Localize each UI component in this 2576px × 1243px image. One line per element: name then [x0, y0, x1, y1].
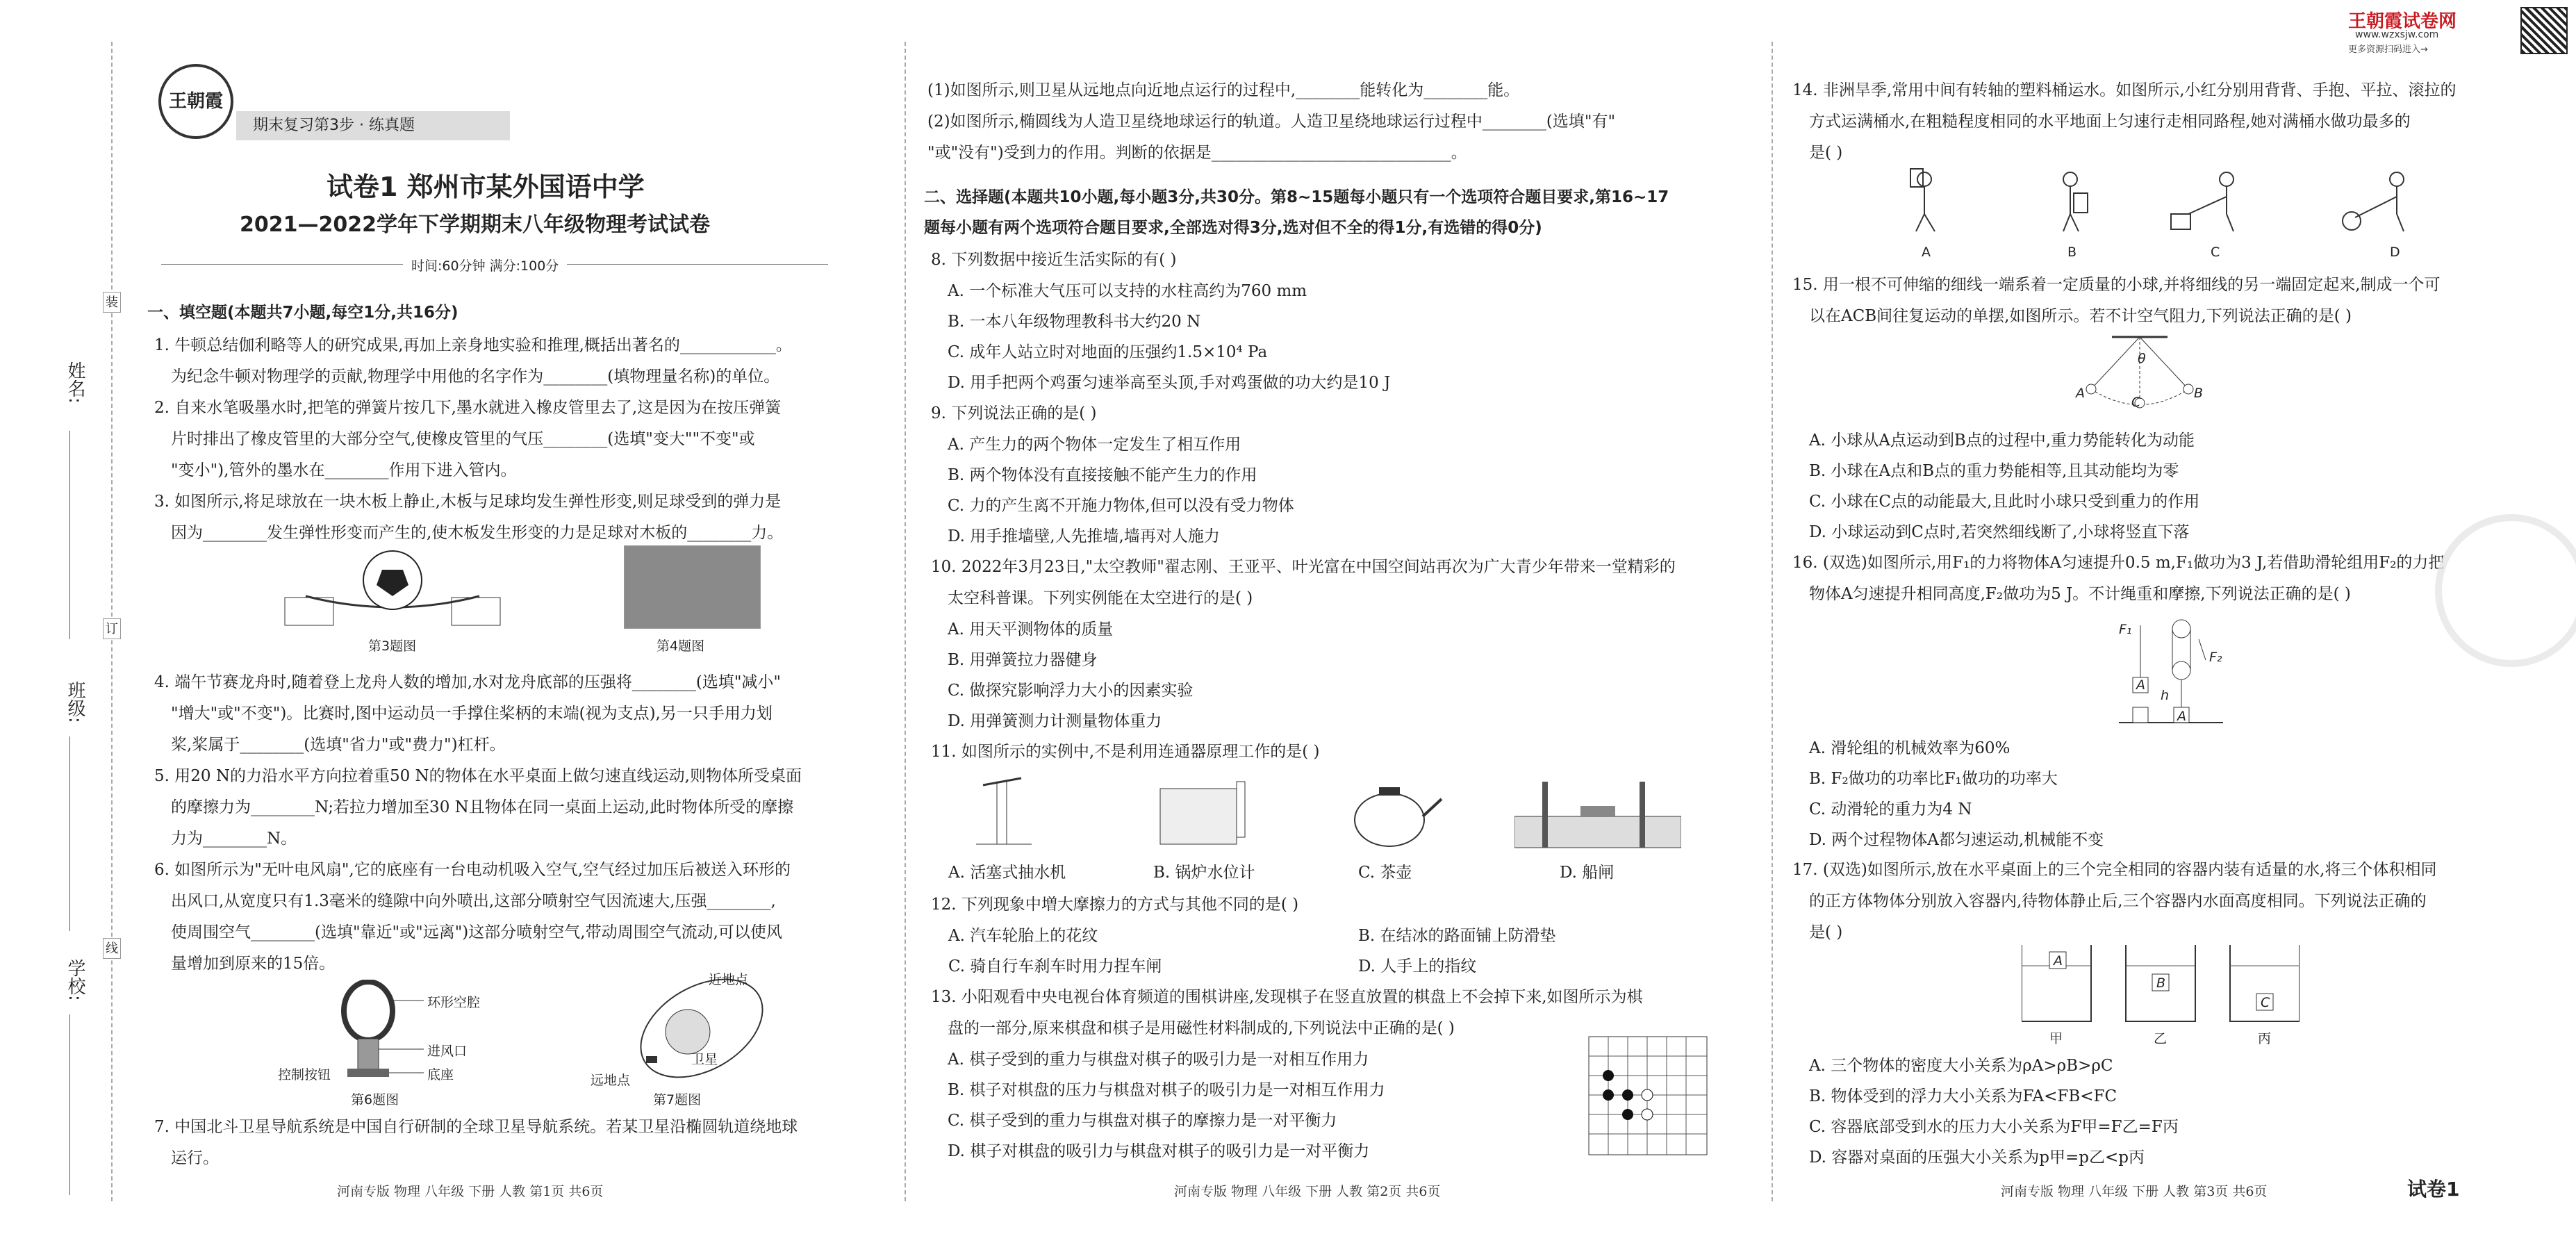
- page-divider-1: [905, 42, 906, 1201]
- q15-label-c: C: [2131, 395, 2141, 410]
- watermark-seal: [2435, 514, 2576, 667]
- school-label: 学校:: [65, 959, 85, 1001]
- q12-option-d: D. 人手上的指纹: [1358, 957, 1477, 976]
- text-line: 量增加到原来的15倍。: [171, 955, 336, 973]
- q15-label-theta: θ: [2138, 351, 2146, 366]
- fig4-dragon-boat-photo: [624, 545, 761, 629]
- q11-boiler-gauge-figure: [1153, 775, 1257, 851]
- q14-figures: [1897, 165, 2438, 242]
- col2-questions-c: [931, 982, 1643, 1167]
- option: D. 用手把两个鸡蛋匀速举高至头顶,手对鸡蛋做的功大约是10 J: [948, 374, 1391, 392]
- q16-label-h: h: [2161, 688, 2170, 703]
- name-label: 姓名:: [65, 361, 85, 404]
- paper-tag: 试卷1: [2407, 1178, 2460, 1201]
- text-line: 使周围空气________(选填"靠近"或"远离")这部分喷射空气,带动周围空气流动,可以使风: [171, 923, 782, 941]
- text-line: 1. 牛顿总结伽利略等人的研究成果,再加上亲身地实验和推理,概括出著名的____________。: [154, 336, 792, 354]
- text-line: "增大"或"不变")。比赛时,图中运动员一手撑住桨柄的末端(视为支点),另一只手用力划: [171, 705, 773, 723]
- text-line: 桨,桨属于________(选填"省力"或"费力")杠杆。: [171, 736, 506, 754]
- col3-q16-options: [1809, 733, 2104, 855]
- text-line: 5. 用20 N的力沿水平方向拉着重50 N的物体在水平桌面上做匀速直线运动,则物体所受桌面: [154, 767, 802, 785]
- text-line: 2. 自来水笔吸墨水时,把笔的弹簧片按几下,墨水就进入橡皮管里去了,这是因为在按压弹簧: [154, 399, 782, 417]
- q16-label-a1: A: [2136, 677, 2145, 693]
- text-line: (2)如图所示,椭圆线为人造卫星绕地球运行的轨道。人造卫星绕地球运行过程中________(选填"有": [927, 113, 1616, 131]
- q11-pump-figure: [976, 775, 1032, 851]
- q17-label-c: C: [2261, 995, 2270, 1010]
- question-14-cont: 方式运满桶水,在粗糙程度相同的水平地面上匀速行走相同路程,她对满桶水做功最多的: [1809, 113, 2411, 131]
- text-line: 出风口,从宽度只有1.3毫米的缝隙中向外喷出,这部分喷射空气因流速大,压强________,: [171, 892, 776, 910]
- question-15: 15. 用一根不可伸缩的细线一端系着一定质量的小球,并将细线的另一端固定起来,制成一个可: [1792, 276, 2441, 294]
- option: D. 用手推墙壁,人先推墙,墙再对人施力: [948, 527, 1220, 545]
- text-line: 4. 端午节赛龙舟时,随着登上龙舟人数的增加,水对龙舟底部的压强将________(选填"减小": [154, 673, 782, 691]
- q11-option-b: B. 锅炉水位计: [1153, 864, 1255, 882]
- option: B. 用弹簧拉力器健身: [948, 651, 1098, 669]
- text-line: 因为________发生弹性形变而产生的,使木板发生形变的力是足球对木板的________力。: [171, 524, 784, 542]
- col2-questions: [931, 245, 1676, 768]
- question-16-cont: 物体A匀速提升相同高度,F₂做功为5 J。不计绳重和摩擦,下列说法正确的是( ): [1809, 585, 2351, 603]
- q11-option-d: D. 船闸: [1560, 864, 1615, 882]
- option: A. 小球从A点运动到B点的过程中,重力势能转化为动能: [1809, 431, 2195, 450]
- q14-label-d: D: [2390, 245, 2400, 260]
- page-footer-3: 河南专版 物理 八年级 下册 人教 第3页 共6页: [2001, 1184, 2268, 1199]
- bind-mark-1: 装: [103, 292, 121, 313]
- question-13-cont: 盘的一部分,原来棋盘和棋子是用磁性材料制成的,下列说法中正确的是( ): [948, 1019, 1455, 1037]
- q14-label-c: C: [2211, 245, 2220, 260]
- q16-label-f2: F₂: [2209, 650, 2222, 665]
- option: C. 小球在C点的动能最大,且此时小球只受到重力的作用: [1809, 493, 2200, 511]
- col3-q14: [1792, 75, 2457, 169]
- option: B. 小球在A点和B点的重力势能相等,且其动能均为零: [1809, 462, 2179, 480]
- option: A. 一个标准大气压可以支持的水柱高约为760 mm: [948, 282, 1307, 300]
- question-14-cont: 是( ): [1809, 144, 1843, 162]
- text-line: 7. 中国北斗卫星导航系统是中国自行研制的全球卫星导航系统。若某卫星沿椭圆轨道绕地球: [154, 1118, 798, 1136]
- page-footer-1: 河南专版 物理 八年级 下册 人教 第1页 共6页: [337, 1184, 604, 1199]
- question-12: 12. 下列现象中増大摩擦力的方式与其他不同的是( ): [931, 896, 1299, 914]
- fig7-caption: 第7题图: [653, 1092, 702, 1108]
- q11-option-c: C. 茶壶: [1358, 864, 1412, 882]
- time-score: 时间:60分钟 满分:100分: [403, 256, 567, 274]
- review-badge: 期末复习第3步 · 练真题: [236, 111, 510, 140]
- option: A. 三个物体的密度大小关系为ρA>ρB>ρC: [1809, 1057, 2113, 1075]
- col3-q17-options: [1809, 1051, 2179, 1173]
- question-15-cont: 以在ACB间往复运动的单摆,如图所示。若不计空气阻力,下列说法正确的是( ): [1809, 307, 2352, 325]
- corner-brand: 王朝霞试卷网: [2348, 11, 2457, 32]
- paper-subtitle: 2021—2022学年下学期期末八年级物理考试试卷: [240, 213, 710, 237]
- fig7-label: 远地点: [591, 1073, 631, 1088]
- option: B. 物体受到的浮力大小关系为FA<FB<FC: [1809, 1087, 2117, 1105]
- col2-questions-b: [931, 889, 1298, 921]
- section-2-title: 二、选择题(本题共10小题,每小题3分,共30分。第8~15题每小题只有一个选项符合题目要求,第16~17: [924, 188, 1669, 206]
- section-2-title-cont: 题每小题有两个选项符合题目要求,全部选对得3分,选对但不全的得1分,有选错的得0分): [924, 219, 1542, 237]
- option: D. 用弹簧测力计测量物体重力: [948, 712, 1162, 730]
- col1-block1: [154, 330, 792, 549]
- page-footer-2: 河南专版 物理 八年级 下册 人教 第2页 共6页: [1174, 1184, 1441, 1199]
- fig6-label: 底座: [427, 1067, 454, 1083]
- q17-label-jia: 甲: [2049, 1031, 2063, 1046]
- question-17-cont: 的正方体物体分别放入容器内,待物体静止后,三个容器内水面高度相同。下列说法正确的: [1809, 892, 2427, 910]
- paper-title: 试卷1 郑州市某外国语中学: [327, 172, 645, 202]
- fig7-label: 卫星: [691, 1052, 718, 1067]
- q11-teapot-figure: [1341, 775, 1445, 851]
- option: C. 棋子受到的重力与棋盘对棋子的摩擦力是一对平衡力: [948, 1112, 1337, 1130]
- fig3-caption: 第3题图: [368, 639, 417, 654]
- qr-code[interactable]: [2520, 7, 2568, 54]
- page-2: [924, 0, 1758, 1243]
- option: C. 动滑轮的重力为4 N: [1809, 800, 1972, 818]
- q12-option-c: C. 骑自行车刹车时用力捏车闸: [948, 957, 1162, 976]
- question-10: 10. 2022年3月23日,"太空教师"翟志刚、王亚平、叶光富在中国空间站再次为广大青少年带来一堂精彩的: [931, 558, 1676, 576]
- option: C. 力的产生离不开施力物体,但可以没有受力物体: [948, 497, 1294, 515]
- option: C. 做探究影响浮力大小的因素实验: [948, 682, 1194, 700]
- option: B. 棋子对棋盘的压力与棋盘对棋子的吸引力是一对相互作用力: [948, 1081, 1385, 1099]
- q17-label-yi: 乙: [2154, 1031, 2168, 1046]
- fig6-label: 进风口: [427, 1044, 468, 1059]
- q11-ship-lock-figure: [1514, 775, 1681, 851]
- option: B. 一本八年级物理教科书大约20 N: [948, 313, 1201, 331]
- question-16: 16. (双选)如图所示,用F₁的力将物体A匀速提升0.5 m,F₁做功为3 J,若借助滑轮组用F₂的力把: [1792, 554, 2445, 572]
- option: D. 小球运动到C点时,若突然细线断了,小球将竖直下落: [1809, 523, 2190, 541]
- option: B. F₂做功的功率比F₁做功的功率大: [1809, 770, 2058, 788]
- option: D. 容器对桌面的压强大小关系为p甲=p乙<p丙: [1809, 1149, 2145, 1167]
- q14-label-a: A: [1922, 245, 1931, 260]
- question-17: 17. (双选)如图所示,放在水平桌面上的三个完全相同的容器内装有适量的水,将三个体积相同: [1792, 861, 2437, 879]
- section-1-title: 一、填空题(本题共7小题,每空1分,共16分): [147, 304, 459, 322]
- text-line: 为纪念牛顿对物理学的贡献,物理学中用他的名字作为________(填物理量名称)的单位。: [171, 368, 780, 386]
- col2-block0: [927, 75, 1615, 169]
- text-line: 6. 如图所示为"无叶电风扇",它的底座有一台电动机吸入空气,空气经过加压后被送入环形的: [154, 861, 791, 879]
- fig6-caption: 第6题图: [351, 1092, 399, 1108]
- question-13: 13. 小阳观看中央电视台体育频道的围棋讲座,发现棋子在竖直放置的棋盘上不会掉下来,如图所示为棋: [931, 988, 1643, 1006]
- q12-option-a: A. 汽车轮胎上的花纹: [948, 927, 1098, 945]
- q13-go-board-figure: [1587, 1035, 1709, 1157]
- option: D. 棋子对棋盘的吸引力与棋盘对棋子的吸引力是一对平衡力: [948, 1142, 1370, 1160]
- option: A. 滑轮组的机械效率为60%: [1809, 739, 2011, 757]
- text-line: "变小"),管外的墨水在________作用下进入管内。: [171, 461, 517, 479]
- text-line: 运行。: [171, 1149, 219, 1167]
- col3-q15: [1792, 270, 2441, 332]
- text-line: 3. 如图所示,将足球放在一块木板上静止,木板与足球均发生弹性形变,则足球受到的弹力是: [154, 493, 782, 511]
- fig6-label: 环形空腔: [427, 995, 481, 1010]
- q12-option-b: B. 在结冰的路面铺上防滑垫: [1358, 927, 1556, 945]
- col3-q16: [1792, 548, 2444, 610]
- fig4-caption: 第4题图: [657, 639, 705, 654]
- q15-label-b: B: [2194, 386, 2204, 401]
- question-11: 11. 如图所示的实例中,不是利用连通器原理工作的是( ): [931, 743, 1320, 761]
- option: B. 两个物体没有直接接触不能产生力的作用: [948, 466, 1257, 484]
- q14-label-b: B: [2067, 245, 2077, 260]
- text-line: 片时排出了橡皮管里的大部分空气,使橡皮管里的气压________(选填"变大""不变"或: [171, 430, 755, 448]
- corner-url: www.wzxsjw.com: [2355, 29, 2439, 40]
- page-1: [0, 0, 896, 1243]
- page-3: [1792, 0, 2570, 1243]
- q11-option-a: A. 活塞式抽水机: [948, 864, 1066, 882]
- question-17-cont: 是( ): [1809, 923, 1843, 941]
- option: D. 两个过程物体A都匀速运动,机械能不变: [1809, 831, 2104, 849]
- col3-q15-options: [1809, 425, 2199, 548]
- col1-block3: [154, 1112, 798, 1174]
- option: A. 用天平测物体的质量: [948, 620, 1114, 639]
- col1-block2: [154, 667, 802, 980]
- option: A. 产生力的两个物体一定发生了相互作用: [948, 436, 1241, 454]
- q15-label-a: A: [2076, 386, 2085, 401]
- fig7-label: 近地点: [709, 972, 749, 987]
- bind-mark-3: 线: [103, 938, 121, 959]
- text-line: "或"没有")受到力的作用。判断的依据是______________________________。: [927, 144, 1467, 162]
- option: C. 成年人站立时对地面的压强约1.5×10⁴ Pa: [948, 343, 1268, 361]
- fig3-football-board: [278, 542, 507, 632]
- q16-label-f1: F₁: [2119, 622, 2132, 637]
- question-14: 14. 非洲旱季,常用中间有转轴的塑料桶运水。如图所示,小红分别用背背、手抱、平拉、滚拉的: [1792, 81, 2457, 99]
- col3-q17: [1792, 855, 2436, 948]
- q16-label-a2: A: [2177, 709, 2186, 724]
- q17-label-b: B: [2156, 976, 2166, 991]
- question-10-cont: 太空科普课。下列实例能在太空进行的是( ): [948, 589, 1253, 607]
- bind-mark-2: 订: [103, 618, 121, 639]
- text-line: 力为________N。: [171, 830, 297, 848]
- q16-pulley-figure: [2119, 611, 2223, 730]
- class-label: 班级:: [65, 681, 85, 723]
- question-8: 8. 下列数据中接近生活实际的有( ): [931, 251, 1177, 269]
- page-divider-2: [1772, 42, 1773, 1201]
- fig6-label: 控制按钮: [278, 1067, 331, 1083]
- option: A. 棋子受到的重力与棋盘对棋子的吸引力是一对相互作用力: [948, 1051, 1369, 1069]
- corner-note: 更多资源扫码进入→: [2348, 44, 2428, 55]
- brand-logo: 王朝霞: [158, 64, 233, 139]
- option: C. 容器底部受到水的压力大小关系为F甲=F乙=F丙: [1809, 1118, 2179, 1136]
- text-line: 的摩擦力为________N;若拉力增加至30 N且物体在同一桌面上运动,此时物体所受的摩擦: [171, 798, 794, 816]
- q17-label-bing: 丙: [2258, 1031, 2272, 1046]
- q17-label-a: A: [2054, 953, 2063, 969]
- text-line: (1)如图所示,则卫星从远地点向近地点运行的过程中,________能转化为________能。: [927, 81, 1520, 99]
- question-9: 9. 下列说法正确的是( ): [931, 404, 1097, 422]
